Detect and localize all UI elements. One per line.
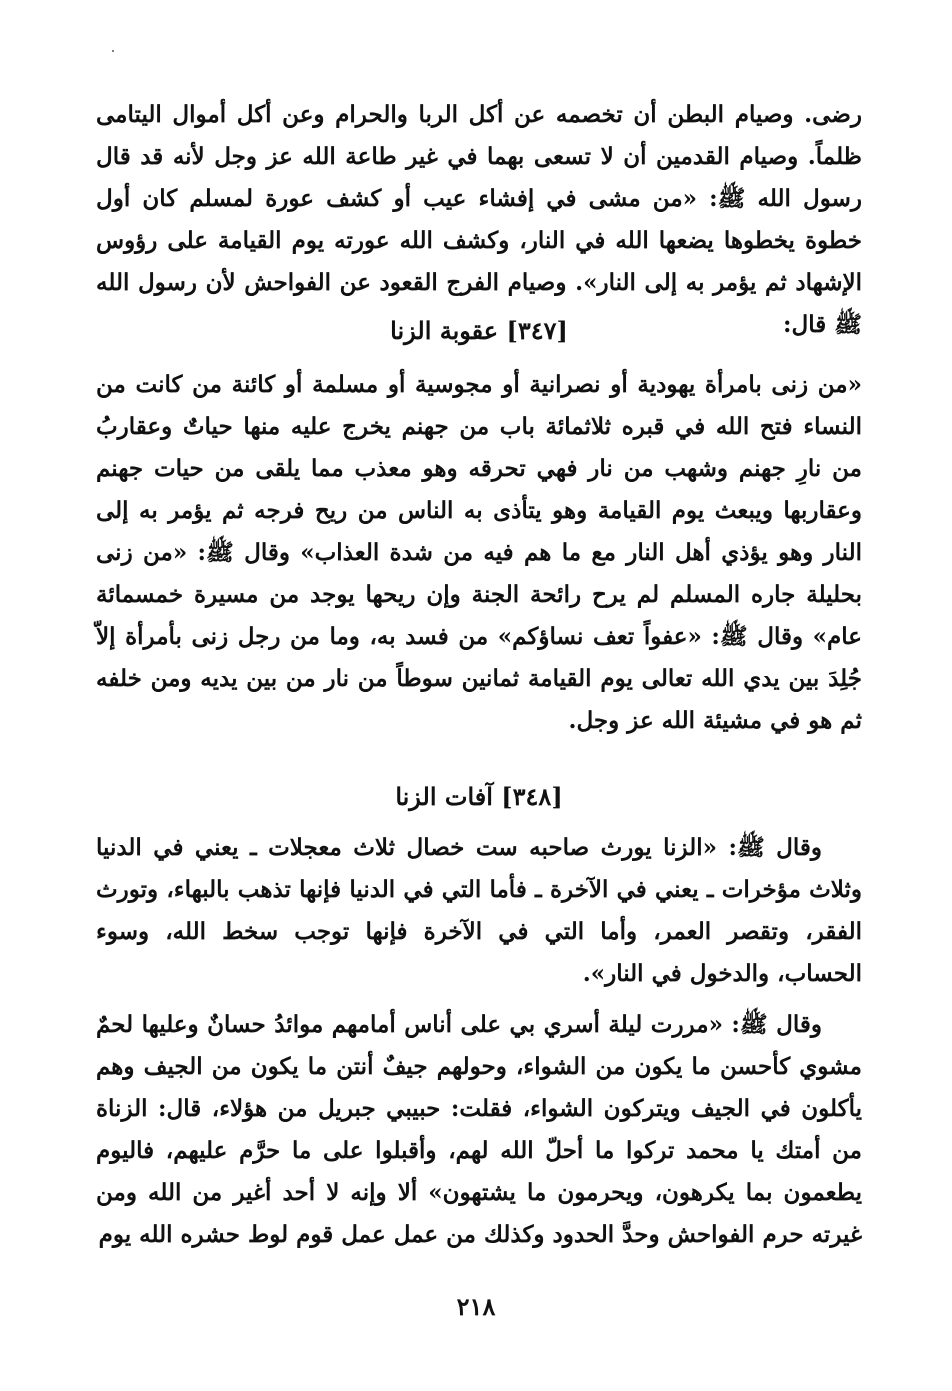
section-348-paragraph-1: وقال ﷺ: «الزنا يورث صاحبه ست خصال ثلاث معجلات ـ يعني في الدنيا وثلاث مؤخرات ـ يعني في الآخرة ـ فأما التي في الدنيا فإنها تذهب بالبهاء، وتورث الفقر، وتقصر العمر، وأما التي في الآخرة فإنها توجب سخط الله، وسوء الحساب، والدخول في النار». (96, 834, 862, 987)
page-number: ٢١٨ (456, 1292, 496, 1321)
intro-block (96, 94, 862, 346)
section-348-block-1 (96, 827, 862, 995)
intro-paragraph: رضى. وصيام البطن أن تخصمه عن أكل الربا والحرام وعن أكل أموال اليتامى ظلماً. وصيام القدمين أن لا تسعى بهما في غير طاعة الله عز وجل لأنه قد قال رسول الله ﷺ: «من مشى في إفشاء عيب أو كشف عورة لمسلم كان أول خطوة يخطوها يضعها الله في النار، وكشف الله عورته يوم القيامة على رؤوس الإشهاد ثم يؤمر به إلى النار». وصيام الفرج القعود عن الفواحش لأن رسول الله ﷺ قال: (96, 101, 862, 338)
section-347-paragraph: «من زنى بامرأة يهودية أو نصرانية أو مجوسية أو مسلمة أو كائنة من كانت من النساء فتح الله في قبره ثلاثمائة باب من جهنم يخرج عليه منها حياتٌ وعقاربُ من نارِ جهنم وشهب من نار فهي تحرقه وهو معذب مما يلقى من حيات جهنم وعقاربها ويبعث يوم القيامة وهو يتأذى به الناس من ريح فرجه ثم يؤمر به إلى النار وهو يؤذي أهل النار مع ما هم فيه من شدة العذاب» وقال ﷺ: «من زنى بحليلة جاره المسلم لم يرح رائحة الجنة وإن ريحها يوجد من مسيرة خمسمائة عام» وقال ﷺ: «عفواً تعف نساؤكم» من فسد به، وما من رجل زنى بأمرأة إلاّ جُلِدَ بين يدي الله تعالى يوم القيامة ثمانين سوطاً من نار من بين يديه ومن خلفه ثم هو في مشيئة الله عز وجل. (96, 371, 862, 734)
section-heading-348: [٣٤٨] آفات الزنا (395, 782, 563, 811)
section-347-block (96, 364, 862, 742)
section-348-paragraph-2: وقال ﷺ: «مررت ليلة أسري بي على أناس أمامهم موائدُ حسانٌ وعليها لحمٌ مشوي كأحسن ما يكون من الشواء، وحولهم جيفٌ أنتن ما يكون من الجيف وهم يأكلون في الجيف ويتركون الشواء، فقلت: حبيبي جبريل من هؤلاء، قال: الزناة من أمتك يا محمد تركوا ما أحلّ الله لهم، وأقبلوا على ما حرَّم عليهم، فاليوم يطعمون بما يكرهون، ويحرمون ما يشتهون» ألا وإنه لا أحد أغير من الله ومن غيرته حرم الفواحش وحدَّ الحدود وكذلك من عمل عمل قوم لوط حشره الله يوم (96, 1011, 862, 1248)
section-heading-347: [٣٤٧] عقوبة الزنا (390, 316, 568, 345)
scan-speck (112, 50, 114, 52)
section-348-block-2 (96, 1004, 862, 1256)
